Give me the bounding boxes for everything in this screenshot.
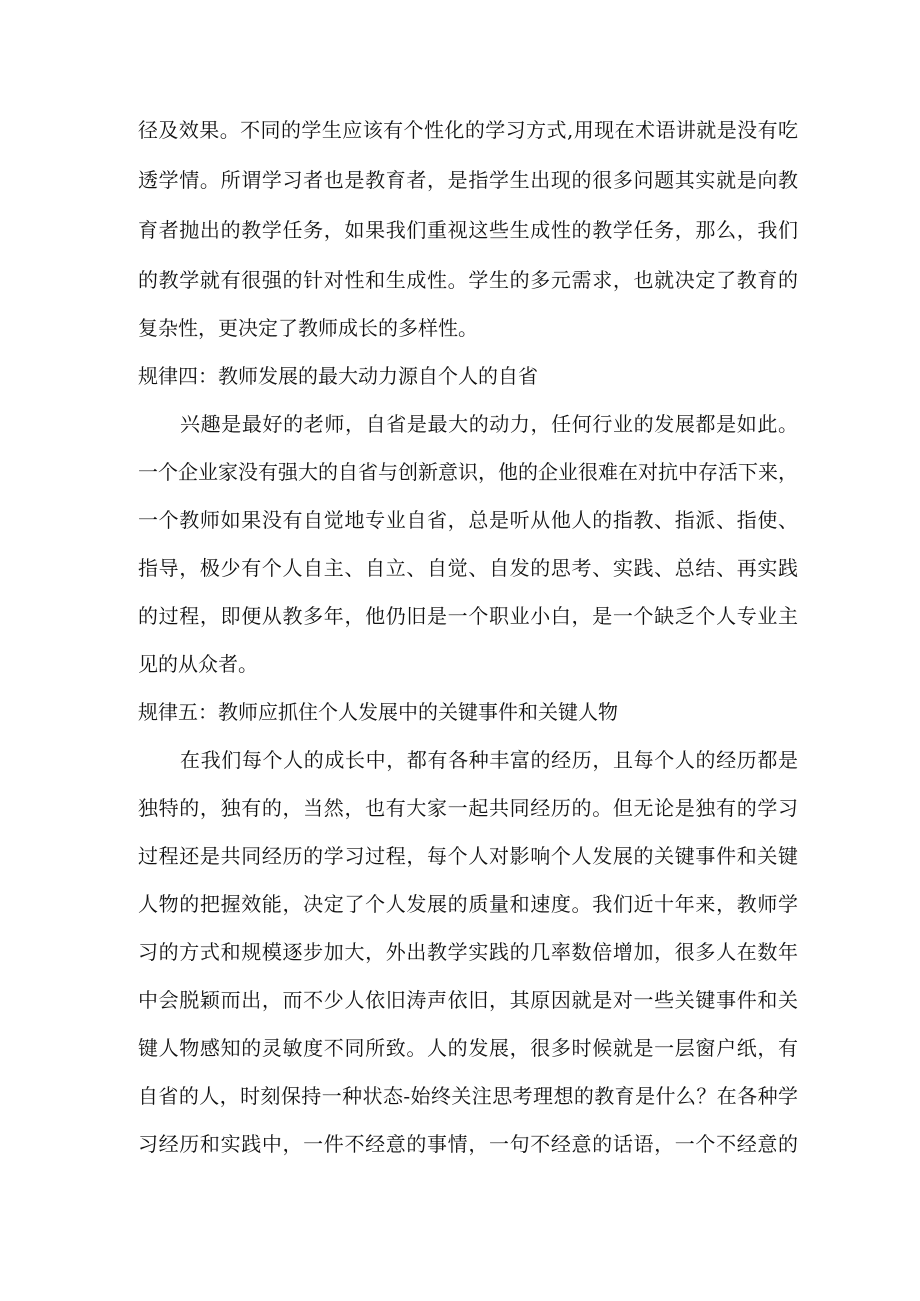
paragraph-line-18: 键人物感知的灵敏度不同所致。人的发展，很多时候就是一层窗户纸，有: [138, 1036, 798, 1060]
paragraph-line-20: 习经历和实践中，一件不经意的事情，一句不经意的话语，一个不经意的: [138, 1132, 798, 1156]
paragraph-line-16: 习的方式和规模逐步加大，外出教学实践的几率数倍增加，很多人在数年: [138, 940, 798, 964]
paragraph-line-1: 径及效果。不同的学生应该有个性化的学习方式,用现在术语讲就是没有吃: [138, 118, 798, 142]
paragraph-line-3: 育者抛出的教学任务，如果我们重视这些生成性的教学任务，那么，我们: [138, 218, 798, 242]
paragraph-line-12: 在我们每个人的成长中，都有各种丰富的经历，且每个人的经历都是: [180, 748, 798, 772]
paragraph-line-19: 自省的人，时刻保持一种状态-始终关注思考理想的教育是什么？在各种学: [138, 1084, 798, 1108]
paragraph-line-5: 复杂性，更决定了教师成长的多样性。: [138, 316, 478, 340]
paragraph-line-11: 见的从众者。: [138, 652, 258, 676]
paragraph-line-15: 人物的把握效能，决定了个人发展的质量和速度。我们近十年来，教师学: [138, 892, 798, 916]
section-heading-rule-5: 规律五：教师应抓住个人发展中的关键事件和关键人物: [138, 700, 618, 724]
paragraph-line-9: 指导，极少有个人自主、自立、自觉、自发的思考、实践、总结、再实践: [138, 556, 798, 580]
paragraph-line-13: 独特的，独有的，当然，也有大家一起共同经历的。但无论是独有的学习: [138, 796, 798, 820]
paragraph-line-7: 一个企业家没有强大的自省与创新意识，他的企业很难在对抗中存活下来，: [138, 460, 798, 484]
section-heading-rule-4: 规律四：教师发展的最大动力源自个人的自省: [138, 364, 538, 388]
paragraph-line-17: 中会脱颖而出，而不少人依旧涛声依旧，其原因就是对一些关键事件和关: [138, 988, 798, 1012]
paragraph-line-10: 的过程，即便从教多年，他仍旧是一个职业小白，是一个缺乏个人专业主: [138, 604, 798, 628]
paragraph-line-4: 的教学就有很强的针对性和生成性。学生的多元需求，也就决定了教育的: [138, 268, 798, 292]
paragraph-line-6: 兴趣是最好的老师，自省是最大的动力，任何行业的发展都是如此。: [180, 412, 798, 436]
paragraph-line-2: 透学情。所谓学习者也是教育者，是指学生出现的很多问题其实就是向教: [138, 168, 798, 192]
paragraph-line-8: 一个教师如果没有自觉地专业自省，总是听从他人的指教、指派、指使、: [138, 508, 798, 532]
paragraph-line-14: 过程还是共同经历的学习过程，每个人对影响个人发展的关键事件和关键: [138, 844, 798, 868]
